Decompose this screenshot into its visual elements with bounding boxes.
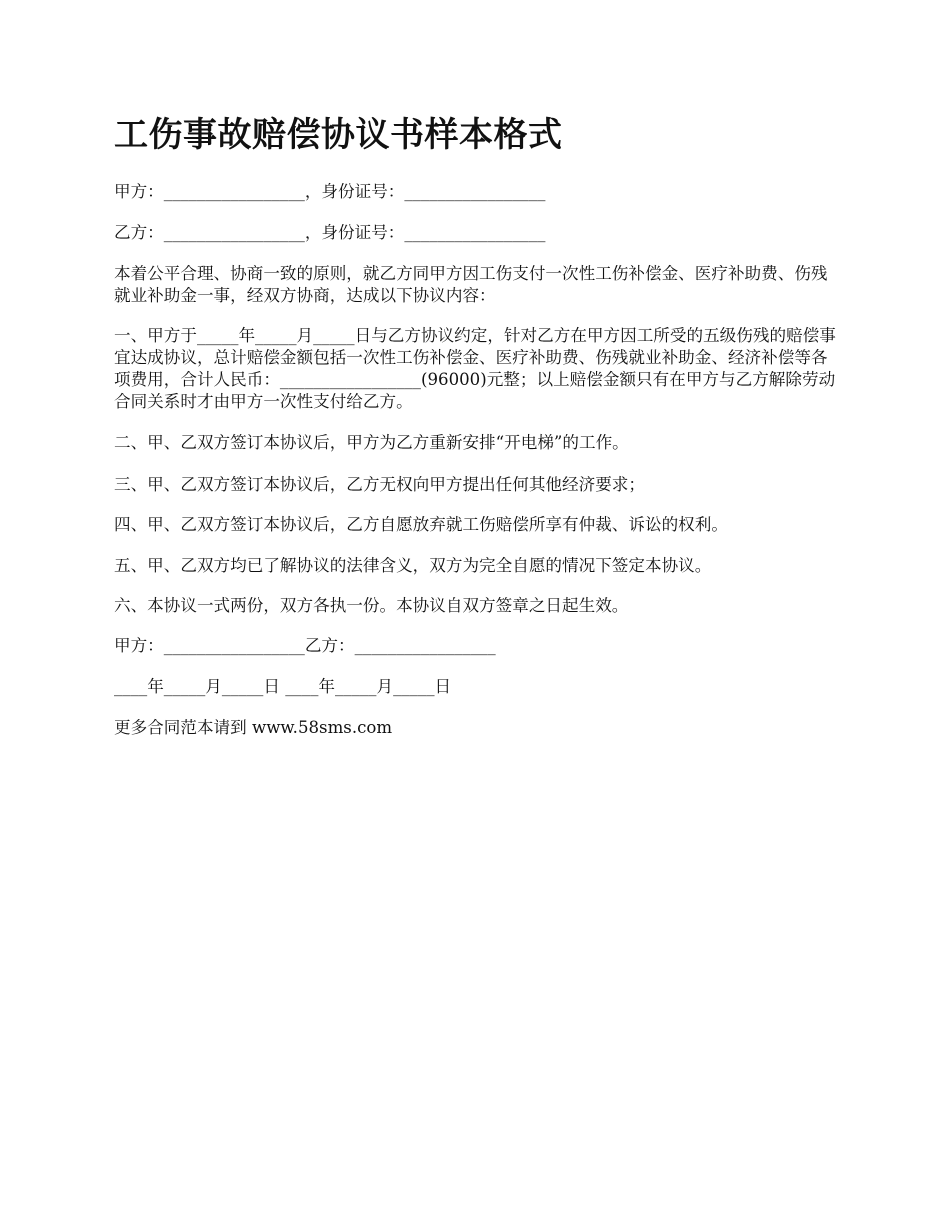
clause-5: 五、甲、乙双方均已了解协议的法律含义，双方为完全自愿的情况下签定本协议。 (114, 556, 712, 575)
date-line: ____年_____月_____日 ____年_____月_____日 (114, 677, 452, 696)
clause-2: 二、甲、乙双方签订本协议后，甲方为乙方重新安排“开电梯”的工作。 (114, 433, 629, 452)
party-b-line: 乙方：_________________，身份证号：_________________ (114, 223, 546, 242)
clause-1: 一、甲方于_____年_____月_____日与乙方协议约定，针对乙方在甲方因工所受的五级伤残的赔偿事宜达成协议，总计赔偿金额包括一次性工伤补偿金、医疗补助费、伤残就业补助金、经济补偿等各项费用，合计人民币：_________________(96000)元整；以上赔偿金额只有在甲方与乙方解除劳动合同关系时才由甲方一次性支付给乙方。 (114, 326, 836, 411)
clause-3: 三、甲、乙双方签订本协议后，乙方无权向甲方提出任何其他经济要求； (114, 475, 645, 494)
party-a-line: 甲方：_________________，身份证号：_________________ (114, 182, 546, 201)
footer-link-text: 更多合同范本请到 www.58sms.com (114, 718, 393, 737)
intro-paragraph: 本着公平合理、协商一致的原则，就乙方同甲方因工伤支付一次性工伤补偿金、医疗补助费、伤残就业补助金一事，经双方协商，达成以下协议内容： (114, 264, 828, 305)
document-title: 工伤事故赔偿协议书样本格式 (114, 115, 563, 155)
clause-6: 六、本协议一式两份，双方各执一份。本协议自双方签章之日起生效。 (114, 596, 629, 615)
clause-4: 四、甲、乙双方签订本协议后，乙方自愿放弃就工伤赔偿所享有仲裁、诉讼的权利。 (114, 515, 728, 534)
signature-line: 甲方：_________________乙方：_________________ (114, 636, 496, 655)
